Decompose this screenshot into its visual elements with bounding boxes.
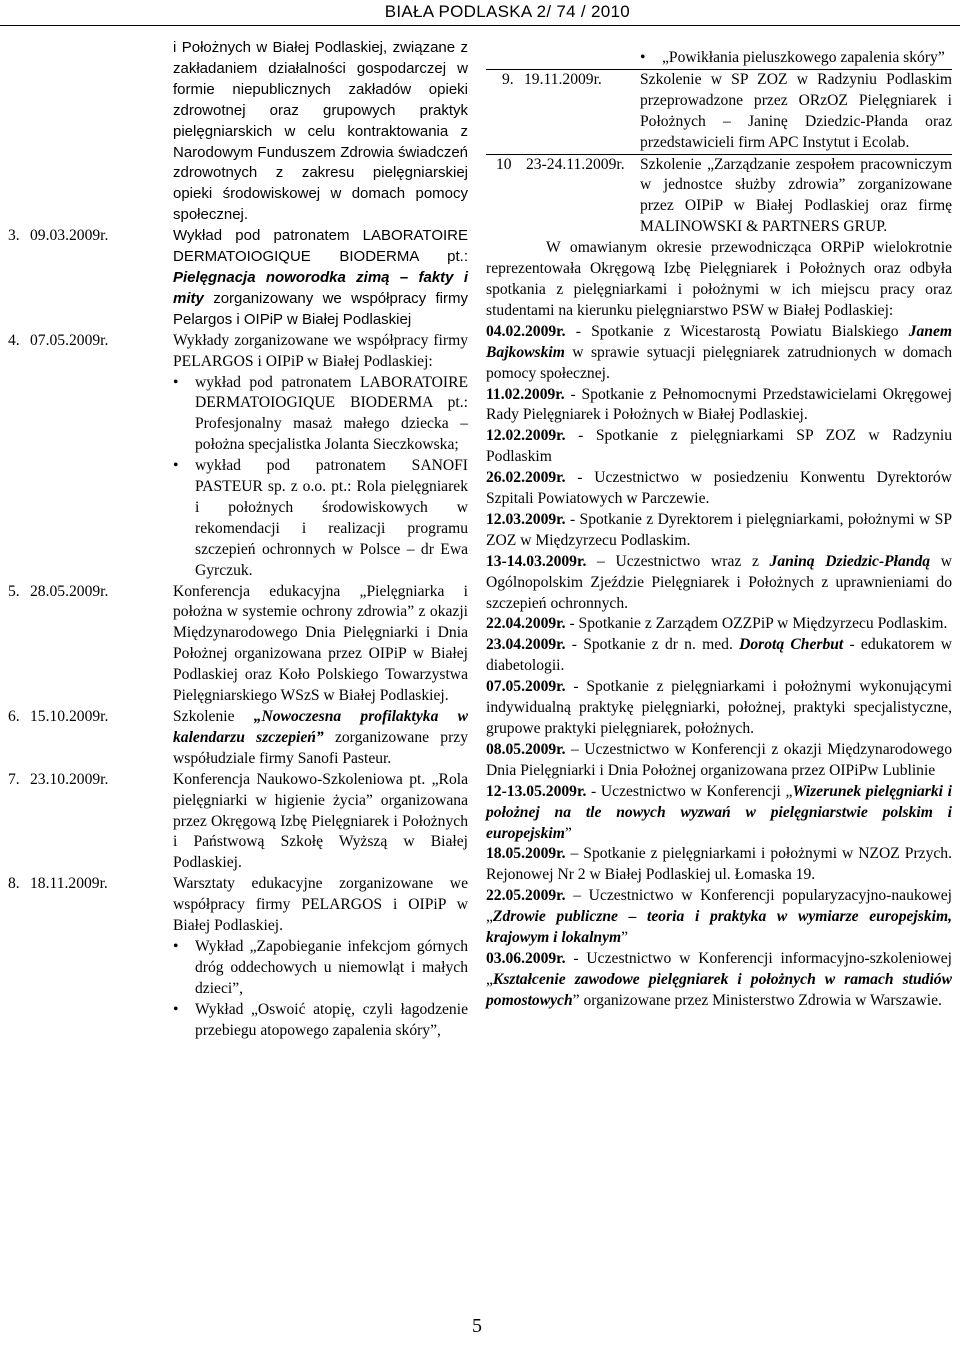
row-date: 18.11.2009r. bbox=[30, 875, 108, 893]
list-item: 12-13.05.2009r. - Uczestnictwo w Konferencji „Wizerunek pielęgniarki i położnej na tle nowych wyzwań w pielęgniarstwie polskim i europejskim” bbox=[486, 782, 952, 842]
row-date: 07.05.2009r. bbox=[30, 331, 109, 349]
table-row bbox=[0, 38, 468, 226]
list-item: 11.02.2009r. - Spotkanie z Pełnomocnymi Przedstawicielami Okręgowej Rady Pielęgniarek i Położnych w Białej Podlaskiej. bbox=[486, 385, 952, 424]
bullet-icon: • bbox=[173, 457, 179, 475]
intro-cell: i Położnych w Białej Podlaskiej, związane z zakładaniem działalności gospodarczej w formie niepublicznych zakładów opieki zdrowotnej oraz grupowych praktyk pielęgniarskich w celu kontraktowania z Narodowym Funduszem Zdrowia świadczeń zdrowotnych z zakresu pielęgniarskiej opieki środowiskowej w domach pomocy społecznej. bbox=[173, 39, 468, 224]
bullet-icon: • bbox=[640, 49, 646, 66]
row-description bbox=[638, 48, 952, 69]
table-row bbox=[486, 48, 952, 69]
list-item: 22.05.2009r. – Uczestnictwo w Konferencji popularyzacyjno-naukowej „Zdrowie publiczne – teoria i praktyka w wymiarze europejskim, krajowym i lokalnym” bbox=[486, 887, 952, 947]
row-date: 15.10.2009r. bbox=[30, 708, 109, 725]
row-number: 8. bbox=[8, 875, 20, 893]
meetings-list bbox=[486, 322, 952, 1012]
row-number: 6. bbox=[8, 708, 20, 725]
table-row bbox=[486, 154, 952, 238]
intro-paragraph: W omawianym okresie przewodnicząca ORPiP wielokrotnie reprezentowała Okręgową Izbę Pielęgniarek i Położnych oraz odbyła spotkania z pielęgniarkami i położnymi w ich miejscu pracy oraz studentami na kierunku pielęgniarstwo PSW w Białej Podlaskiej: bbox=[486, 239, 952, 319]
row-number: 4. bbox=[8, 331, 20, 349]
table-row bbox=[0, 770, 468, 875]
list-item: 07.05.2009r. - Spotkanie z pielęgniarkami i położnymi wykonującymi indywidualną praktykę pielęgniarki, położnej, praktyki specjalistyczne, grupowe praktyki pielęgniarek, położnych. bbox=[486, 678, 952, 737]
table-row bbox=[0, 707, 468, 770]
right-column bbox=[486, 48, 952, 1012]
page-number: 5 bbox=[472, 1315, 482, 1337]
row-date: 19.11.2009r. bbox=[524, 69, 638, 154]
row-date: 23-24.11.2009r. bbox=[524, 154, 638, 238]
table-row bbox=[0, 331, 468, 582]
row-number: 9. bbox=[486, 69, 524, 154]
bullet-icon: • bbox=[173, 1000, 179, 1018]
row-description: Konferencja Naukowo-Szkoleniowa pt. „Rola pielęgniarki w higienie życia” organizowana przez Okręgową Izbę Pielęgniarek i Położnych i Państwową Szkołę Wyższą w Białej Podlaskiej. bbox=[173, 770, 468, 872]
list-item: 22.04.2009r. - Spotkanie z Zarządem OZZPiP w Międzyrzecu Podlaskim. bbox=[486, 615, 948, 633]
row-number bbox=[486, 48, 524, 69]
row-date bbox=[524, 48, 638, 69]
list-item: 08.05.2009r. – Uczestnictwo w Konferencji z okazji Międzynarodowego Dnia Pielęgniarki i Dnia Położnej organizowana przez OIPiPw Lublinie bbox=[486, 740, 952, 779]
row-description: Szkolenie „Zarządzanie zespołem pracowniczym w jednostce służby zdrowia” zorganizowane przez OIPiP w Białej Podlaskiej oraz firmę MALINOWSKI & PARTNERS GRUP. bbox=[638, 154, 952, 238]
bullet-icon: • bbox=[173, 937, 179, 955]
row-description: Wykłady zorganizowane we współpracy firmy PELARGOS i OIPiP w Białej Podlaskiej: • wykład pod patronatem LABORATOIRE DERMATOIOGIQUE BIODERMA pt.: Profesjonalny masaż małego dziecka – położna specjalistka Jolanta Sieczkowska; • wykład pod patronatem SANOFI PASTEUR sp. z o.o. pt.: Rola pielęgniarek i położnych środowiskowych w rekomendacji i realizacji programu szczepień ochronnych w Polsce – dr Ewa Gyrczuk. bbox=[136, 331, 468, 582]
list-item: 03.06.2009r. - Uczestnictwo w Konferencji informacyjno-szkoleniowej „Kształcenie zawodowe pielęgniarek i położnych w ramach studiów pomostowych” organizowane przez Ministerstwo Zdrowia w Warszawie. bbox=[486, 949, 952, 1009]
list-item: 23.04.2009r. - Spotkanie z dr n. med. Dorotą Cherbut - edukatorem w diabetologii. bbox=[486, 636, 952, 675]
schedule-table-right bbox=[486, 48, 952, 238]
list-item: 12.02.2009r. - Spotkanie z pielęgniarkami SP ZOZ w Radzyniu Podlaskim bbox=[486, 427, 952, 466]
table-row bbox=[0, 874, 468, 1041]
page-header bbox=[0, 0, 960, 26]
table-row bbox=[0, 226, 468, 331]
table-row bbox=[0, 582, 468, 707]
table-row bbox=[486, 69, 952, 154]
row-number: 5. bbox=[8, 582, 20, 600]
bullet-item: • wykład pod patronatem SANOFI PASTEUR sp. z o.o. pt.: Rola pielęgniarek i położnych środowiskowych w rekomendacji i realizacji programu szczepień ochronnych w Polsce – dr Ewa Gyrczuk. bbox=[173, 456, 468, 581]
row-description: Warsztaty edukacyjne zorganizowane we współpracy firmy PELARGOS i OIPiP w Białej Podlaskiej. • Wykład „Zapobieganie infekcjom górnych dróg oddechowych u niemowląt i małych dzieci”, • Wykład „Oswoić atopię, czyli łagodzenie przebiegu atopowego zapalenia skóry”, bbox=[136, 874, 468, 1041]
list-item: 12.03.2009r. - Spotkanie z Dyrektorem i pielęgniarkami, położnymi w SP ZOZ w Międzyrzecu Podlaskim. bbox=[486, 510, 952, 549]
list-item: 13-14.03.2009r. – Uczestnictwo wraz z Janiną Dziedzic-Płandą w Ogólnopolskim Zjeździe Pielęgniarek i Położnych z uprawnieniami do szczepień ochronnych. bbox=[486, 552, 952, 612]
bullet-item: • wykład pod patronatem LABORATOIRE DERMATOIOGIQUE BIODERMA pt.: Profesjonalny masaż małego dziecka – położna specjalistka Jolanta Sieczkowska; bbox=[173, 373, 468, 457]
bullet-item: • Wykład „Zapobieganie infekcjom górnych dróg oddechowych u niemowląt i małych dzieci”, bbox=[173, 937, 468, 1000]
row-description: Konferencja edukacyjna „Pielęgniarka i położna w systemie ochrony zdrowia” z okazji Międzynarodowego Dnia Pielęgniarki i Dnia Położnej organizowana przez OIPiP w Białej Podlaskiej oraz Koło Polskiego Towarzystwa Pielęgniarskiego WSzS w Białej Podlaskiej. bbox=[173, 582, 468, 705]
row-number: 3. bbox=[8, 227, 20, 245]
list-item: 18.05.2009r. – Spotkanie z pielęgniarkami i położnymi w NZOZ Przych. Rejonowej Nr 2 w Białej Podlaskiej ul. Łomaska 19. bbox=[486, 845, 952, 884]
row-description: Szkolenie w SP ZOZ w Radzyniu Podlaskim przeprowadzone przez ORzOZ Pielęgniarek i Położnych – Janinę Dziedzic-Płanda oraz przedstawicieli firm APC Instytut i Ecolab. bbox=[638, 69, 952, 154]
left-column bbox=[0, 38, 468, 1042]
list-item: 04.02.2009r. - Spotkanie z Wicestarostą Powiatu Bialskiego Janem Bajkowskim w sprawie sytuacji pielęgniarek zatrudnionych w domach pomocy społecznej. bbox=[486, 322, 952, 382]
bullet-item: • „Powikłania pieluszkowego zapalenia skóry” bbox=[640, 48, 952, 69]
list-item: 26.02.2009r. - Uczestnictwo w posiedzeniu Konwentu Dyrektorów Szpitali Powiatowych w Parczewie. bbox=[486, 469, 952, 508]
row-number: 7. bbox=[8, 770, 20, 788]
row-description: Wykład pod patronatem LABORATOIRE DERMATOIOGIQUE BIODERMA pt.: Pielęgnacja noworodka zimą – fakty i mity zorganizowany we współpracy firmy Pelargos i OIPiP w Białej Podlaskiej bbox=[173, 227, 468, 328]
row-date: 23.10.2009r. bbox=[30, 770, 109, 788]
header-title: BIAŁA PODLASKA 2/ 74 / 2010 bbox=[384, 2, 630, 21]
row-date: 28.05.2009r. bbox=[30, 582, 109, 600]
bullet-item: • Wykład „Oswoić atopię, czyli łagodzenie przebiegu atopowego zapalenia skóry”, bbox=[173, 1000, 468, 1042]
row-number: 10 bbox=[486, 154, 524, 238]
row-date: 09.03.2009r. bbox=[30, 227, 109, 245]
bullet-icon: • bbox=[173, 373, 179, 391]
schedule-table-left bbox=[0, 38, 468, 1042]
row-description: Szkolenie „Nowoczesna profilaktyka w kalendarzu szczepień” zorganizowane przy współudziale firmy Sanofi Pasteur. bbox=[173, 708, 469, 767]
